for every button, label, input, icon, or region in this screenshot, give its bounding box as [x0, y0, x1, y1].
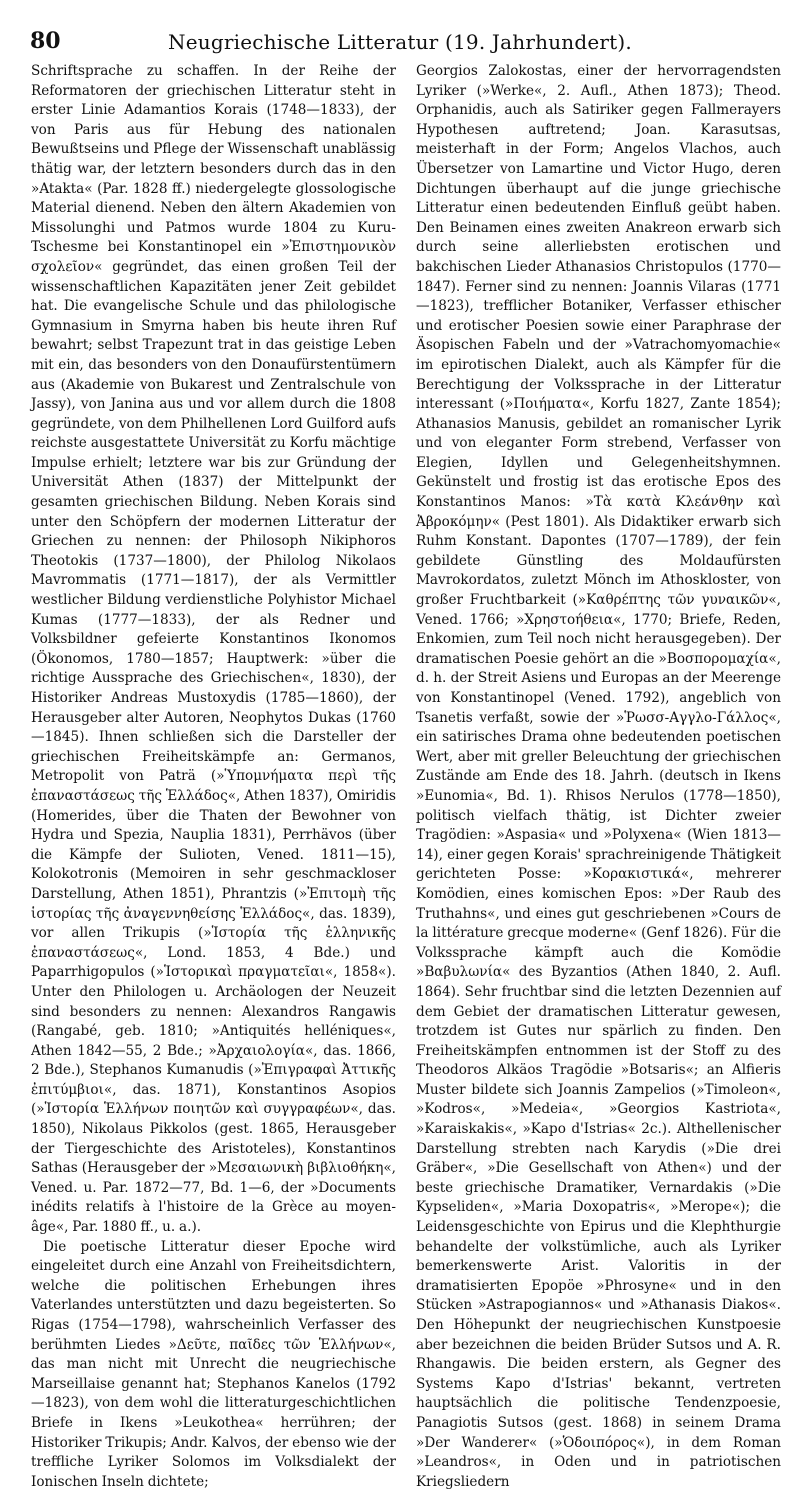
paragraph: Georgios Zalokostas, einer der hervorragendsten Lyriker (»Werke«, 2. Aufl., Athen 1873); Theod. Orphanidis, auch als Satiriker gegen Fallmerayers Hypothesen auftretend; Joan. Karasutsas, meisterhaft in der Form; Angelos Vlachos, auch Übersetzer von Lamartine und Victor Hugo, deren Dichtungen überhaupt auf die junge griechische Litteratur einen bedeutenden Einfluß geübt haben. Den Beinamen eines zweiten Anakreon erwarb sich durch seine allerliebsten erotischen und bakchischen Lieder Athanasios Christopulos (1770—1847). Ferner sind zu nennen: Joannis Vilaras (1771—1823), trefflicher Botaniker, Verfasser ethischer und erotischer Poesien sowie einer Paraphrase der Äsopischen Fabeln und der »Vatrachomyomachie« im epirotischen Dialekt, auch als Kämpfer für die Berechtigung der Volkssprache in der Litteratur interessant (»Ποιήματα«, Korfu 1827, Zante 1854); Athanasios Manusis, gebildet an romanischer Lyrik und von eleganter Form strebend, Verfasser von Elegien, Idyllen und Gelegenheitshymnen. Gekünstelt und frostig ist das erotische Epos des Konstantinos Manos: »Τὰ κατὰ Κλεάνθην καὶ Ἀβροκόμην« (Pest 1801). Als Didaktiker erwarb sich Ruhm Konstant. Dapontes (1707—1789), der fein gebildete Günstling des Moldaufürsten Mavrokordatos, zuletzt Mönch im Athoskloster, von großer Fruchtbarkeit (»Καθρέπτης τῶν γυναικῶν«, Vened. 1766; »Χρηστοήθεια«, 1770; Briefe, Reden, Enkomien, zum Teil noch nicht herausgegeben). Der dramatischen Poesie gehört an die »Βοσπορομαχία«, d. h. der Streit Asiens und Europas an der Meerenge von Konstantinopel (Vened. 1792), angeblich von Tsanetis verfaßt, sowie der »Ῥωσσ-Αγγλο-Γάλλος«, ein satirisches Drama ohne bedeutenden poetischen Wert, aber mit greller Beleuchtung der griechischen Zustände am Ende des 18. Jahrh. (deutsch in Ikens »Eunomia«, Bd. 1). Rhisos Nerulos (1778—1850), politisch vielfach thätig, ist Dichter zweier Tragödien: »Aspasia« und »Polyxena« (Wien 1813—14), einer gegen Korais' sprachreinigende Thätigkeit gerichteten Posse: »Κορακιστικά«, mehrerer Komödien, eines komischen Epos: »Der Raub des Truthahns«, und eines gut geschriebenen »Cours de la littérature grecque moderne« (Genf 1826). Für die Volkssprache kämpft auch die Komödie »Βαβυλωνία« des Byzantios (Athen 1840, 2. Aufl. 1864). Sehr fruchtbar sind die letzten Dezennien auf dem Gebiet der dramatischen Litteratur gewesen, trotzdem ist Gutes nur spärlich zu finden. Den Freiheitskämpfen entnommen ist der Stoff zu des Theodoros Alkäos Tragödie »Botsaris«; an Alfieris Muster bildete sich Joannis Zampelios (»Timoleon«, »Kodros«, »Medeia«, »Georgios Kastriota«, »Karaiskakis«, »Kapo d'Istrias« 2c.). Althellenischer Darstellung strebten nach Karydis (»Die drei Gräber«, »Die Gesellschaft von Athen«) und der beste griechische Dramatiker, Vernardakis (»Die Kypseliden«, »Maria Doxopatris«, »Merope«); die Leidensgeschichte von Epirus und die Klephthurgie behandelte der volkstümliche, auch als Lyriker bemerkenswerte Arist. Valoritis in der dramatisierten Epopöe »Phrosyne« und in den Stücken »Astrapogiannos« und »Athanasis Diakos«. Den Höhepunkt der neugriechischen Kunstpoesie aber bezeichnen die beiden Brüder Sutsos und A. R. Rhangawis. Die beiden erstern, als Gegner des Systems Kapo d'Istrias' bekannt, vertreten hauptsächlich die politische Tendenzpoesie, Panagiotis Sutsos (gest. 1868) in seinem Drama »Der Wanderer« (»Ὁδοιπόρος«), in dem Roman »Leandros«, in Oden und in patriotischen Kriegsliedern: [416, 63, 781, 1490]
page-number: 80: [30, 28, 61, 54]
paragraph: Die poetische Litteratur dieser Epoche wird eingeleitet durch eine Anzahl von Freiheitsdichtern, welche die politischen Erhebungen ihres Vaterlandes unterstützten und dazu begeisterten. So Rigas (1754—1798), wahrscheinlich Verfasser des berühmten Liedes »Δεῦτε, παῖδες τῶν Ἑλλήνων«, das man nicht mit Unrecht die neugriechische Marseillaise genannt hat; Stephanos Kanelos (1792—1823), von dem wohl die litteraturgeschichtlichen Briefe in Ikens »Leukothea« herrühren; der Historiker Trikupis; Andr. Kalvos, der ebenso wie der treffliche Lyriker Solomos im Volksdialekt der Ionischen Inseln dichtete;: [31, 1238, 396, 1490]
left-column: [31, 62, 396, 1490]
text-columns: [31, 62, 781, 1490]
running-head: Neugriechische Litteratur (19. Jahrhundert).: [168, 30, 632, 54]
paragraph: Schriftsprache zu schaffen. In der Reihe der Reformatoren der griechischen Litteratur steht in erster Linie Adamantios Korais (1748—1833), der von Paris aus für Hebung des nationalen Bewußtseins und Pflege der Wissenschaft unablässig thätig war, der letztern besonders durch das in den »Atakta« (Par. 1828 ff.) niedergelegte glossologische Material dienend. Neben den ältern Akademien von Missolunghi und Patmos wurde 1804 zu Kuru-Tschesme bei Konstantinopel ein »Ἐπιστημονικὸν σχολεῖον« gegründet, das einen großen Teil der wissenschaftlichen Kapazitäten jener Zeit gebildet hat. Die evangelische Schule und das philologische Gymnasium in Smyrna haben bis heute ihren Ruf bewahrt; selbst Trapezunt trat in das geistige Leben mit ein, das besonders von den Donaufürstentümern aus (Akademie von Bukarest und Zentralschule von Jassy), von Janina aus und vor allem durch die 1808 gegründete, von dem Philhellenen Lord Guilford aufs reichste ausgestattete Universität zu Korfu mächtige Impulse erhielt; letztere war bis zur Gründung der Universität Athen (1837) der Mittelpunkt der gesamten griechischen Bildung. Neben Korais sind unter den Schöpfern der modernen Litteratur der Griechen zu nennen: der Philosoph Nikiphoros Theotokis (1737—1800), der Philolog Nikolaos Mavrommatis (1771—1817), der als Vermittler westlicher Bildung verdienstliche Polyhistor Michael Kumas (1777—1833), der als Redner und Volksbildner gefeierte Konstantinos Ikonomos (Ökonomos, 1780—1857; Hauptwerk: »über die richtige Aussprache des Griechischen«, 1830), der Historiker Andreas Mustoxydis (1785—1860), der Herausgeber alter Autoren, Neophytos Dukas (1760—1845). Ihnen schließen sich die Darsteller der griechischen Freiheitskämpfe an: Germanos, Metropolit von Paträ (»Ὑπομνήματα περὶ τῆς ἐπαναστάσεως τῆς Ἑλλάδος«, Athen 1837), Omiridis (Homerides, über die Thaten der Bewohner von Hydra und Spezia, Nauplia 1831), Perrhävos (über die Kämpfe der Sulioten, Vened. 1811—15), Kolokotronis (Memoiren in sehr geschmackloser Darstellung, Athen 1851), Phrantzis (»Ἐπιτομὴ τῆς ἱστορίας τῆς ἀναγεννηθείσης Ἑλλάδος«, das. 1839), vor allen Trikupis (»Ἱστορία τῆς ἑλληνικῆς ἐπαναστάσεως«, Lond. 1853, 4 Bde.) und Paparrhigopulos (»Ἱστορικαὶ πραγματεῖαι«, 1858«). Unter den Philologen u. Archäologen der Neuzeit sind besonders zu nennen: Alexandros Rangawis (Rangabé, geb. 1810; »Antiquités helléniques«, Athen 1842—55, 2 Bde.; »Ἀρχαιολογία«, das. 1866, 2 Bde.), Stephanos Kumanudis (»Ἐπιγραφαὶ Ἀττικῆς ἐπιτύμβιοι«, das. 1871), Konstantinos Asopios (»Ἱστορία Ἑλλήνων ποιητῶν καὶ συγγραφέων«, das. 1850), Nikolaus Pikkolos (gest. 1865, Herausgeber der Tiergeschichte des Aristoteles), Konstantinos Sathas (Herausgeber der »Μεσαιωνικὴ βιβλιοθήκη«, Vened. u. Par. 1872—77, Bd. 1—6, der »Documents inédits relatifs à l'histoire de la Grèce au moyen-âge«, Par. 1880 ff., u. a.).: [31, 63, 396, 1236]
right-column: [416, 62, 781, 1490]
